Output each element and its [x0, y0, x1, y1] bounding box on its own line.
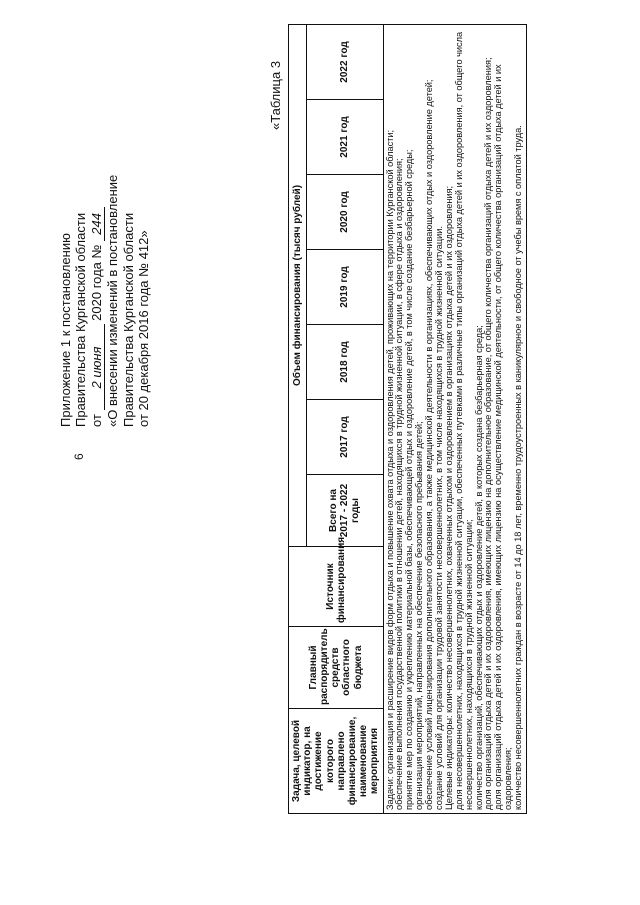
- appendix-line-4: «О внесении изменений в постановление: [105, 174, 121, 427]
- indicator-line: доля несовершеннолетних, находящихся в трудной жизненной ситуации, обеспеченных путевками в различные типы организаций отдыха детей и их оздоровления, от общего числа несовершеннолетних, находящихся в трудной жизненной ситуации;: [453, 31, 474, 810]
- appendix-header: [58, 127, 152, 427]
- header-year-2017: 2017 год: [307, 400, 383, 475]
- indicator-line: доля организаций отдыха детей и их оздоровления, имеющих лицензию на осуществление медицинской деятельности, от общего количества организаций отдыха детей и их оздоровления;: [493, 64, 514, 810]
- appendix-year-label: 2020 года №: [88, 244, 104, 321]
- header-total: Всего на 2017 - 2022 годы: [307, 475, 383, 547]
- header-year-2020: 2020 год: [307, 175, 383, 250]
- header-year-2022: 2022 год: [307, 24, 383, 99]
- header-source: Источник финансирования: [289, 547, 384, 627]
- appendix-date-handwritten: 2 июня: [89, 324, 105, 410]
- task-line: принятие мер по созданию и укреплению материальной базы, обеспечивающей отдых и оздоровление детей, в том числе создание безбарьерной среды;: [404, 149, 415, 810]
- financing-table: [288, 24, 527, 814]
- appendix-line-2: Правительства Курганской области: [73, 212, 89, 427]
- tasks-cell: [383, 24, 526, 813]
- appendix-date-prefix: от: [88, 414, 104, 427]
- header-year-2019: 2019 год: [307, 250, 383, 325]
- task-line: обеспечение выполнения государственной политики в отношении детей, находящихся в трудной жизненной ситуации, в сфере отдыха и оздоровления;: [394, 158, 405, 810]
- appendix-line-1: Приложение 1 к постановлению: [58, 233, 73, 427]
- appendix-number-handwritten: 244: [89, 207, 105, 241]
- indicator-line: Целевые индикаторы: количество несовершеннолетних, охваченных отдыхом и оздоровлением в организациях отдыха детей и их оздоровления;: [443, 185, 454, 810]
- page-number: 6: [72, 453, 86, 460]
- header-manager: Главный распорядитель средств областного бюджета: [289, 627, 384, 709]
- header-year-2018: 2018 год: [307, 325, 383, 400]
- task-line: обеспечение условий лицензирования дополнительного образования, а также медицинской деятельности в организациях, обеспечивающих отдых и оздоровление детей;: [424, 79, 435, 810]
- task-line: Задачи: организация и расширение видов форм отдыха и повышение охвата отдыха и оздоровления детей, проживающих на территории Курганской области;: [384, 129, 395, 810]
- task-line: создание условий для организации трудовой занятости несовершеннолетних, в том числе находящихся в трудной жизненной ситуации.: [433, 226, 444, 810]
- header-year-2021: 2021 год: [307, 100, 383, 175]
- appendix-line-5: Правительства Курганской области: [120, 212, 136, 427]
- task-line: организация мероприятий, направленных на обеспечение безопасного пребывания детей;: [414, 421, 425, 810]
- table-label: «Таблица 3: [268, 60, 283, 130]
- appendix-line-3: [89, 127, 105, 427]
- header-task: Задача, целевой индикатор, на достижение которого направлено финансирование, наименование мероприятия: [289, 709, 384, 814]
- header-volume: Объем финансирования (тысяч рублей): [289, 24, 307, 546]
- indicator-line: количество организаций, обеспечивающих отдых и оздоровление детей, в которых создана безбарьерная среда;: [473, 325, 484, 810]
- appendix-line-6: от 20 декабря 2016 года № 412»: [136, 230, 152, 427]
- indicator-line: доля организаций отдыха детей и их оздоровления, имеющих лицензию на дополнительное образование, от общего количества организаций отдыха детей и их оздоровления;: [483, 57, 494, 810]
- indicator-line: количество несовершеннолетних граждан в возрасте от 14 до 18 лет, временно трудоустроенных в каникулярное и свободное от учебы время с оплатой труда.: [513, 125, 524, 810]
